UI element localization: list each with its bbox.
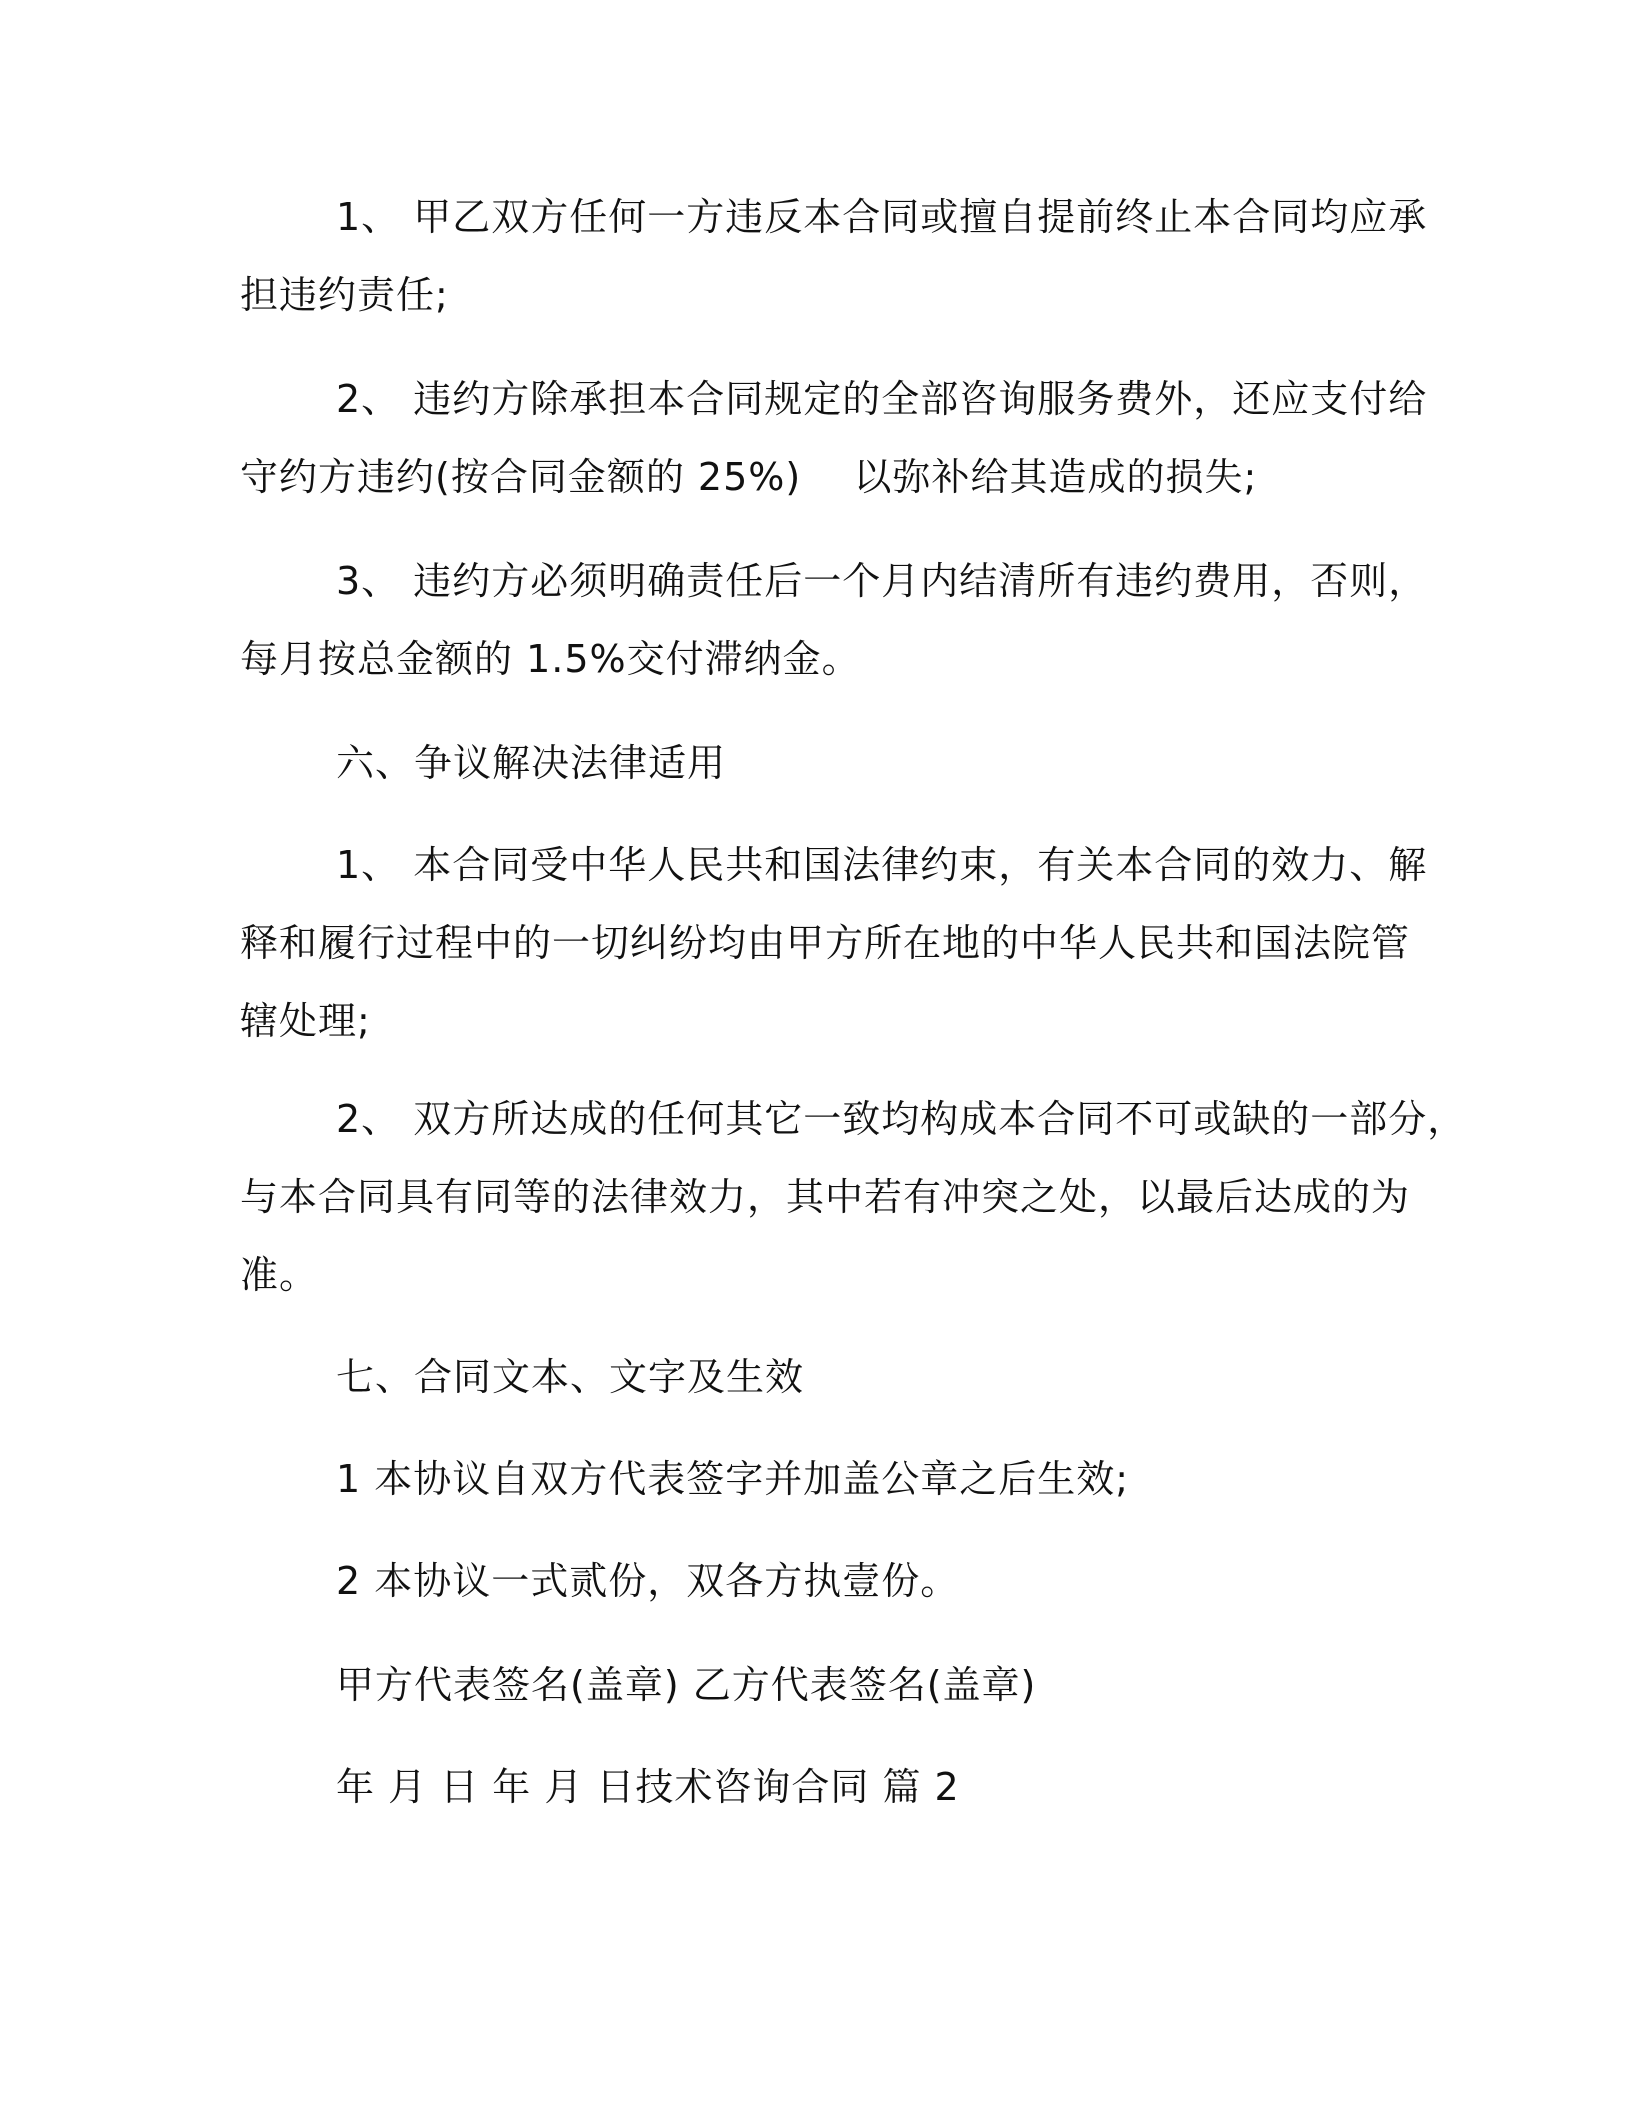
text-line: 1、 本合同受中华人民共和国法律约束，有关本合同的效力、解 [336, 843, 1428, 887]
text-line: 释和履行过程中的一切纠纷均由甲方所在地的中华人民共和国法院管 [240, 921, 1411, 965]
paragraph-effect-1 [240, 1440, 1390, 1518]
date-line [240, 1748, 1390, 1826]
paragraph-dispute-2 [240, 1080, 1467, 1314]
text-line: 辖处理; [240, 999, 371, 1043]
paragraph-breach-1 [240, 178, 1428, 334]
text-line: 与本合同具有同等的法律效力，其中若有冲突之处，以最后达成的为 [240, 1175, 1411, 1219]
section-heading-seven [240, 1338, 1390, 1416]
text-line: 守约方违约(按合同金额的 25%) 以弥补给其造成的损失; [240, 455, 1258, 499]
text-line: 1 本协议自双方代表签字并加盖公章之后生效; [336, 1457, 1130, 1501]
paragraph-effect-2 [240, 1542, 1390, 1620]
section-heading: 七、合同文本、文字及生效 [336, 1355, 805, 1399]
text-line: 甲方代表签名(盖章) 乙方代表签名(盖章) [336, 1663, 1037, 1707]
text-line: 2 本协议一式贰份，双各方执壹份。 [336, 1559, 960, 1603]
paragraph-dispute-1 [240, 826, 1428, 1060]
paragraph-breach-3 [240, 542, 1428, 698]
text-line: 年 月 日 年 月 日技术咨询合同 篇 2 [336, 1765, 960, 1809]
text-line: 3、 违约方必须明确责任后一个月内结清所有违约费用，否则， [336, 559, 1428, 603]
text-line: 1、 甲乙双方任何一方违反本合同或擅自提前终止本合同均应承 [336, 195, 1428, 239]
paragraph-breach-2 [240, 360, 1428, 516]
section-heading: 六、争议解决法律适用 [336, 741, 727, 785]
text-line: 2、 违约方除承担本合同规定的全部咨询服务费外，还应支付给 [336, 377, 1428, 421]
text-line: 每月按总金额的 1.5%交付滞纳金。 [240, 637, 861, 681]
text-line: 2、 双方所达成的任何其它一致均构成本合同不可或缺的一部分， [336, 1097, 1467, 1141]
text-line: 担违约责任; [240, 273, 449, 317]
section-heading-six [240, 724, 1390, 802]
text-line: 准。 [240, 1253, 319, 1297]
signature-line [240, 1646, 1390, 1724]
